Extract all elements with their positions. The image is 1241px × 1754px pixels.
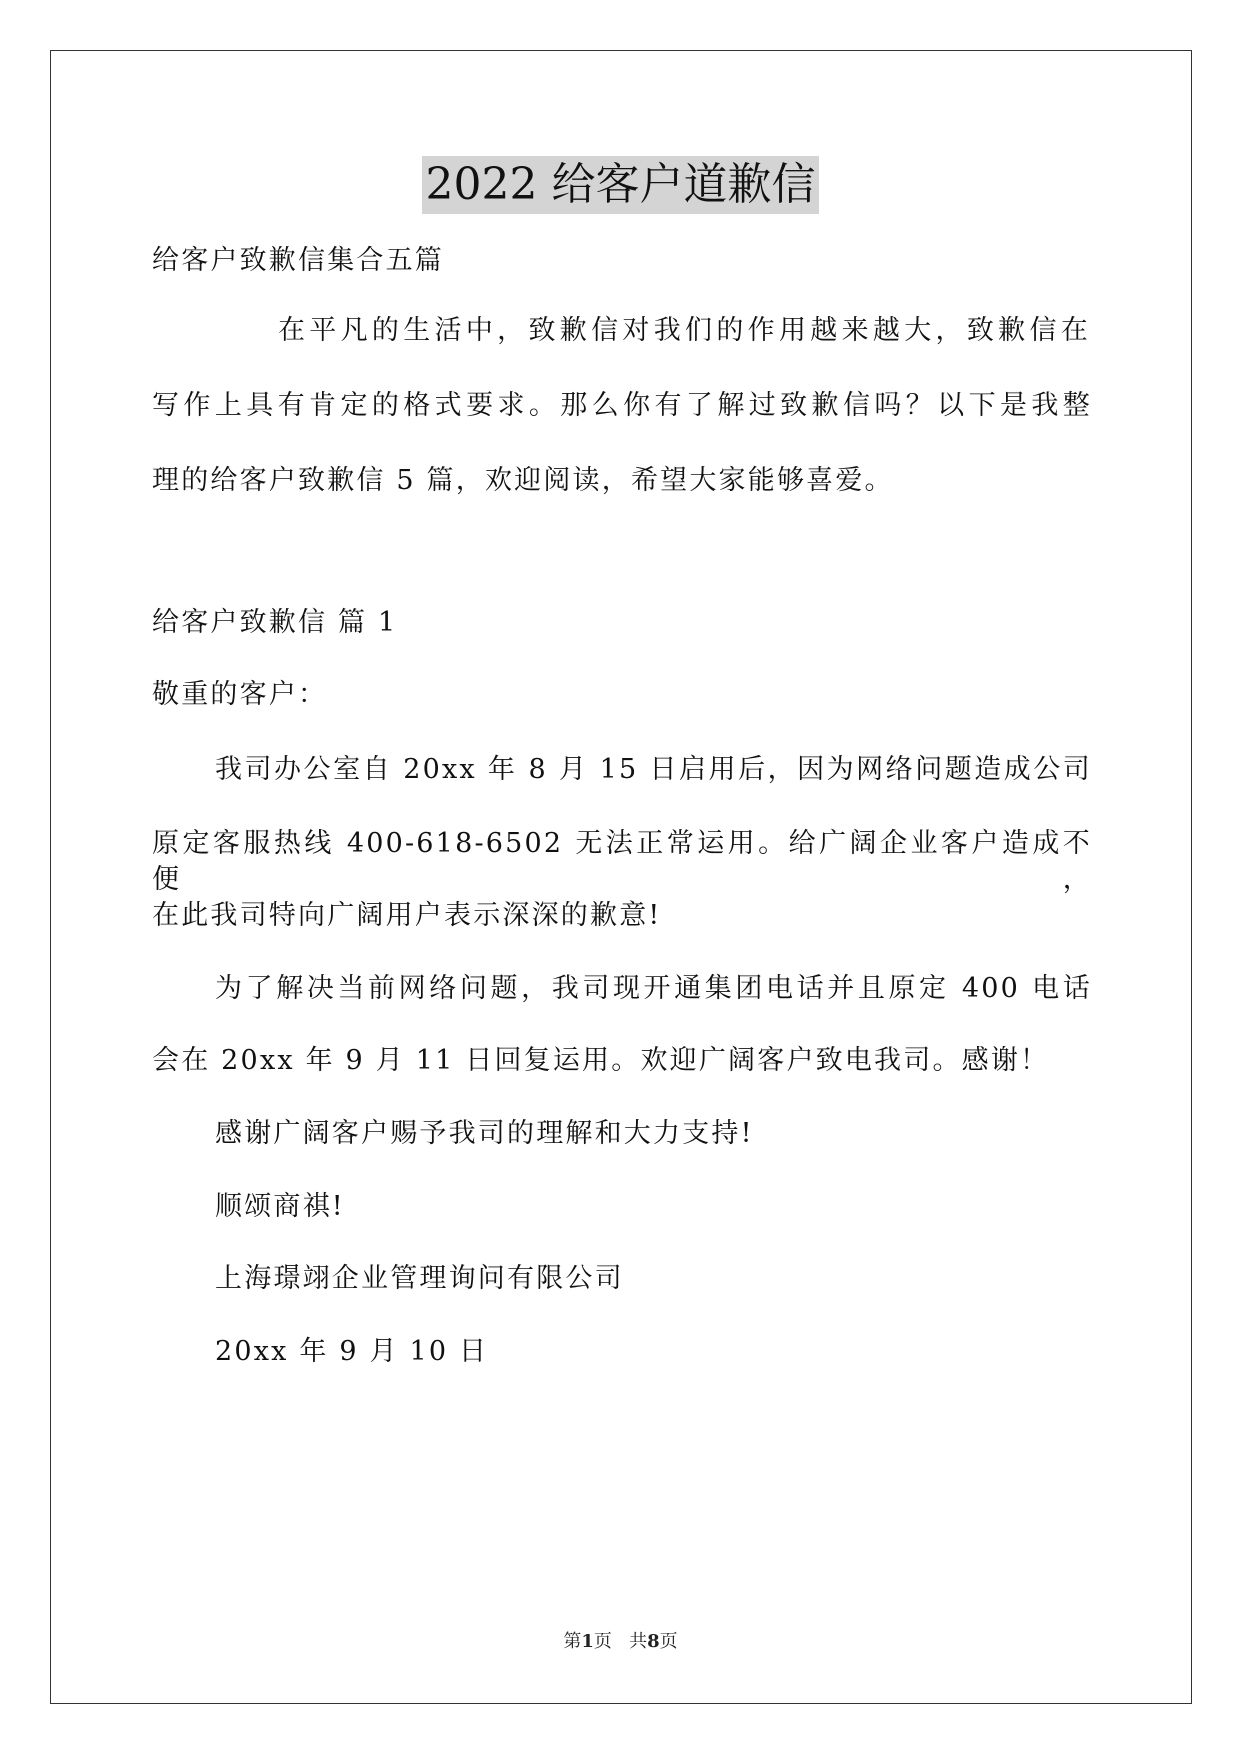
paragraph1-line-1: 我司办公室自 20xx 年 8 月 15 日启用后，因为网络问题造成公司	[215, 754, 1092, 785]
intro-line-1: 在平凡的生活中，致歉信对我们的作用越来越大，致歉信在	[278, 315, 1090, 346]
thanks-line: 感谢广阔客户赐予我司的理解和大力支持!	[215, 1118, 754, 1149]
footer-prefix: 第	[563, 1631, 582, 1652]
paragraph1-line-2: 原定客服热线 400-618-6502 无法正常运用。给广阔企业客户造成不便，	[152, 828, 1092, 895]
closing-line: 顺颂商祺!	[215, 1191, 345, 1222]
document-title: 2022 给客户道歉信	[422, 156, 820, 214]
title-container	[0, 156, 1241, 214]
footer-current-page: 1	[581, 1631, 594, 1652]
footer-total-prefix: 共	[629, 1631, 648, 1652]
paragraph1-line-3: 在此我司特向广阔用户表示深深的歉意!	[152, 900, 662, 931]
letter-date: 20xx 年 9 月 10 日	[215, 1336, 489, 1367]
footer-total-label: 页	[659, 1631, 678, 1652]
subtitle: 给客户致歉信集合五篇	[152, 245, 444, 276]
company-signature: 上海璟翊企业管理询问有限公司	[215, 1263, 624, 1294]
paragraph2-line-1: 为了解决当前网络问题，我司现开通集团电话并且原定 400 电话	[215, 973, 1092, 1004]
intro-line-3: 理的给客户致歉信 5 篇，欢迎阅读，希望大家能够喜爱。	[152, 465, 894, 496]
letter-greeting: 敬重的客户：	[152, 679, 328, 710]
page-footer	[0, 1630, 1241, 1654]
intro-line-2: 写作上具有肯定的格式要求。那么你有了解过致歉信吗？以下是我整	[152, 390, 1092, 421]
footer-page-label: 页	[593, 1631, 612, 1652]
paragraph2-line-2: 会在 20xx 年 9 月 11 日回复运用。欢迎广阔客户致电我司。感谢！	[152, 1045, 1050, 1076]
section-heading: 给客户致歉信 篇 1	[152, 607, 398, 638]
footer-total-pages: 8	[647, 1631, 660, 1652]
